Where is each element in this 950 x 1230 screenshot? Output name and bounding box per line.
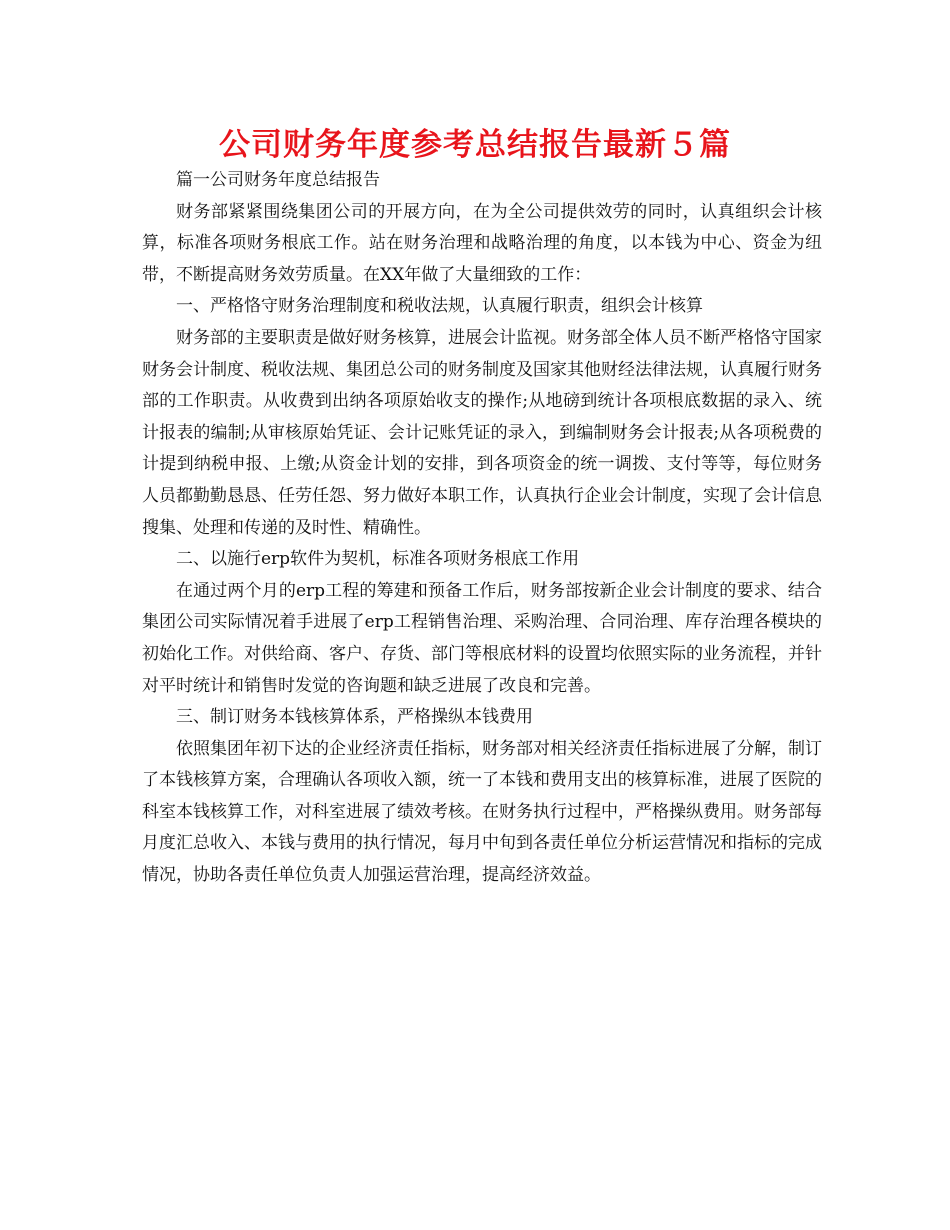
section-heading-part-one: 篇一公司财务年度总结报告 [176,170,380,190]
section-heading-3: 三、制订财务本钱核算体系，严格操纵本钱费用 [176,707,533,728]
body-paragraph-intro: 财务部紧紧围绕集团公司的开展方向，在为全公司提供效劳的同时，认真组织会计核算，标准各项财务根底工作。站在财务治理和战略治理的角度，以本钱为中心、资金为纽带，不断提高财务效劳质量。在XX年做了大量细致的工作： [142,201,822,285]
body-paragraph-2: 在通过两个月的erp工程的筹建和预备工作后，财务部按新企业会计制度的要求、结合集团公司实际情况着手进展了erp工程销售治理、采购治理、合同治理、库存治理各模块的初始化工作。对供给商、客户、存货、部门等根底材料的设置均依照实际的业务流程，并针对平时统计和销售时发觉的咨询题和缺乏进展了改良和完善。 [142,580,822,696]
section-heading-1: 一、严格恪守财务治理制度和税收法规，认真履行职责，组织会计核算 [176,296,703,317]
document-body [142,165,822,892]
document-title: 公司财务年度参考总结报告最新５篇 [219,127,731,163]
body-paragraph-3: 依照集团年初下达的企业经济责任指标，财务部对相关经济责任指标进展了分解，制订了本钱核算方案，合理确认各项收入额，统一了本钱和费用支出的核算标准，进展了医院的科室本钱核算工作，对科室进展了绩效考核。在财务执行过程中，严格操纵费用。财务部每月度汇总收入、本钱与费用的执行情况，每月中旬到各责任单位分析运营情况和指标的完成情况，协助各责任单位负责人加强运营治理，提高经济效益。 [142,738,822,886]
section-heading-2: 二、以施行erp软件为契机，标准各项财务根底工作用 [176,549,580,570]
body-paragraph-1: 财务部的主要职责是做好财务核算，进展会计监视。财务部全体人员不断严格恪守国家财务会计制度、税收法规、集团总公司的财务制度及国家其他财经法律法规，认真履行财务部的工作职责。从收费到出纳各项原始收支的操作;从地磅到统计各项根底数据的录入、统计报表的编制;从审核原始凭证、会计记账凭证的录入，到编制财务会计报表;从各项税费的计提到纳税申报、上缴;从资金计划的安排，到各项资金的统一调拨、支付等等，每位财务人员都勤勤恳恳、任劳任怨、努力做好本职工作，认真执行企业会计制度，实现了会计信息搜集、处理和传递的及时性、精确性。 [142,327,822,538]
